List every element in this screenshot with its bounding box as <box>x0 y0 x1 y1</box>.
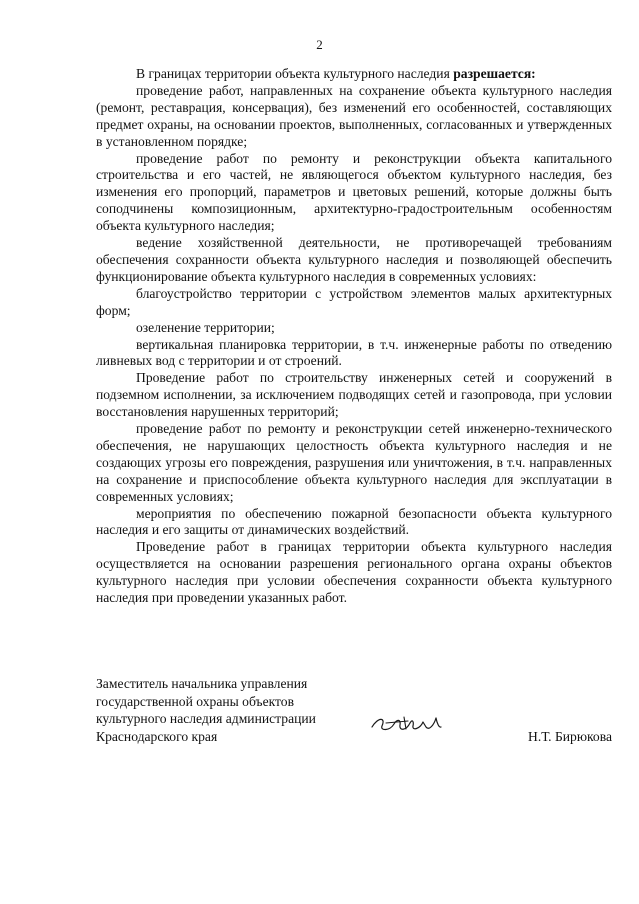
signatory-name: Н.Т. Бирюкова <box>528 729 612 744</box>
signatory-title-line: Краснодарского края <box>96 728 218 744</box>
paragraph: Проведение работ по строительству инженерных сетей и сооружений в подземном исполнении, за исключением подводящих сетей и газопровода, при условии восстановления нарушенных территорий; <box>96 370 612 420</box>
signatory-title <box>96 675 356 745</box>
intro-emphasis: разрешается: <box>453 66 536 81</box>
paragraph: озеленение территории; <box>136 319 275 335</box>
signature-block <box>96 675 612 755</box>
signatory-title-line: государственной охраны объектов <box>96 693 295 709</box>
intro-lead: В границах территории объекта культурного наследия <box>136 66 454 81</box>
page-number: 2 <box>316 37 323 52</box>
document-body <box>96 66 612 607</box>
paragraph: ведение хозяйственной деятельности, не противоречащей требованиям обеспечения сохранности объекта культурного наследия и позволяющей обеспечить функционирование объекта культурного наследия в современных условиях: <box>96 235 612 284</box>
paragraph: благоустройство территории с устройством элементов малых архитектурных форм; <box>96 285 612 318</box>
paragraph: проведение работ, направленных на сохранение объекта культурного наследия (ремонт, реставрация, консервация), без изменений его особенностей, составляющих предмет охраны, на основании проектов, выполненных, согласованных и утвержденных в установленном порядке; <box>96 82 612 149</box>
paragraph: проведение работ по ремонту и реконструкции объекта капитального строительства и его частей, не являющегося объектом культурного наследия, без изменения его пропорций, параметров и цветовых решений, которые должны быть соподчинены композиционным, архитектурно-градостроительным особенностям объекта культурного наследия; <box>96 150 612 234</box>
handwritten-signature <box>368 709 454 739</box>
paragraph: мероприятия по обеспечению пожарной безопасности объекта культурного наследия и его защиты от динамических воздействий. <box>96 505 612 538</box>
signatory-title-line: Заместитель начальника управления <box>96 676 308 691</box>
paragraph: Проведение работ в границах территории объекта культурного наследия осуществляется на основании разрешения регионального органа охраны объектов культурного наследия при условии обеспечения сохранности объекта культурного наследия при проведении указанных работ. <box>96 539 612 606</box>
signatory-title-line: культурного наследия администрации <box>96 711 316 726</box>
paragraph-intro <box>96 66 612 83</box>
paragraph: вертикальная планировка территории, в т.ч. инженерные работы по отведению ливневых вод с территории и от строений. <box>96 336 612 369</box>
paragraph: проведение работ по ремонту и реконструкции сетей инженерно-технического обеспечения, не нарушающих целостность объекта культурного наследия и не создающих угрозы его повреждения, разрушения или уничтожения, в т.ч. направленных на сохранение и приспособление объекта культурного наследия для эксплуатации в современных условиях; <box>96 421 612 504</box>
